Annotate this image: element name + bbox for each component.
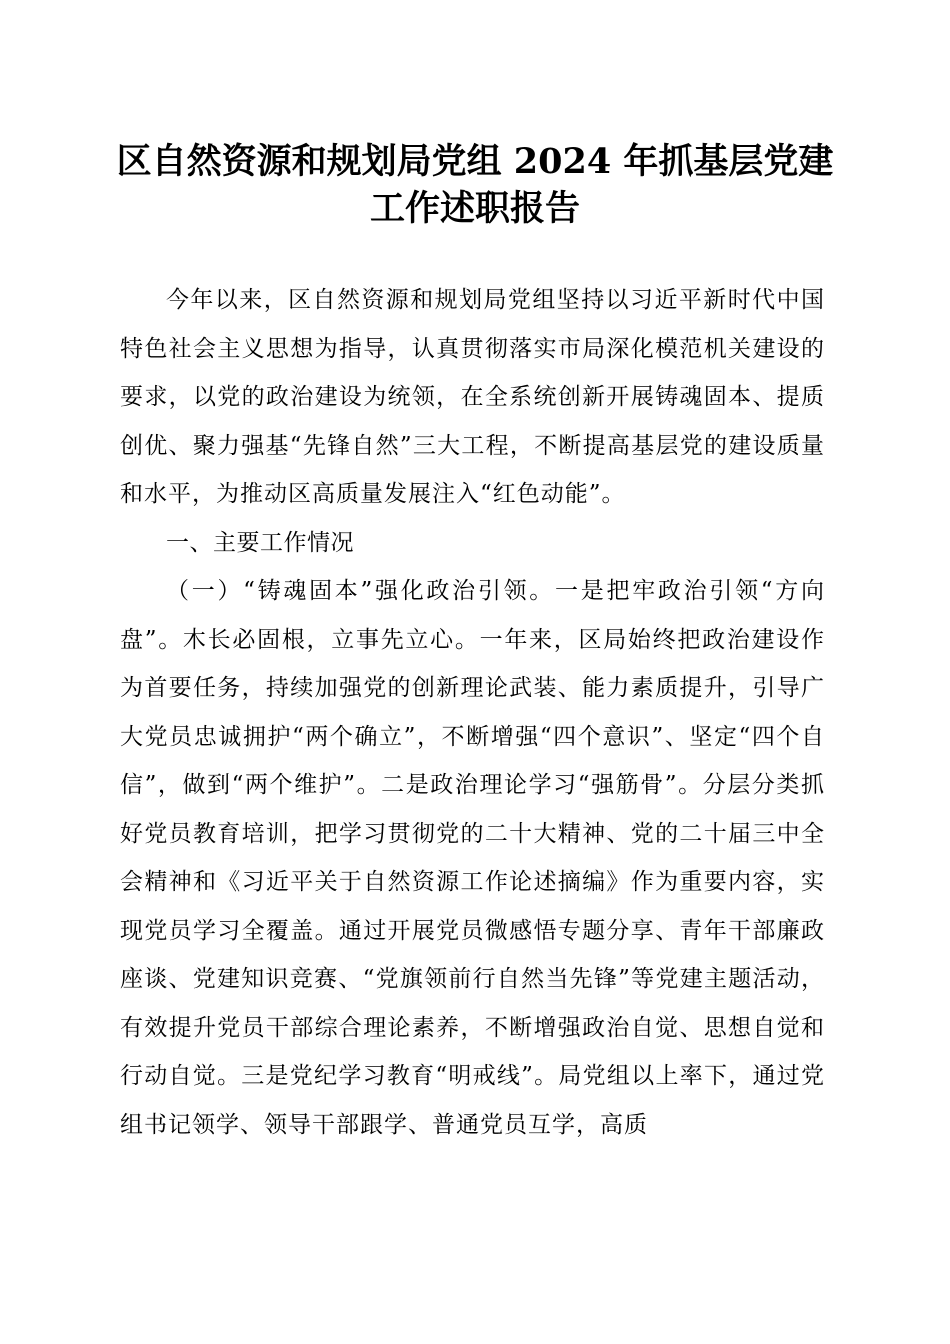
report-body [120,276,825,1149]
section-heading: 一、主要工作情况 [166,529,354,556]
report-title [60,138,890,232]
subsection-paragraph [120,567,825,1149]
subsection-body: 一是把牢政治引领“方向盘”。木长必固根，立事先立心。一年来，区局始终把政治建设作为首要任务，持续加强党的创新理论武装、能力素质提升，引导广大党员忠诚拥护“两个确立”，不断增强“四个意识”、坚定“四个自信”，做到“两个维护”。二是政治理论学习“强筋骨”。分层分类抓好党员教育培训，把学习贯彻党的二十大精神、党的二十届三中全会精神和《习近平关于自然资源工作论述摘编》作为重要内容，实现党员学习全覆盖。通过开展党员微感悟专题分享、青年干部廉政座谈、党建知识竞赛、“党旗领前行自然当先锋”等党建主题活动，有效提升党员干部综合理论素养，不断增强政治自觉、思想自觉和行动自觉。三是党纪学习教育“明戒线”。局党组以上率下，通过党组书记领学、领导干部跟学、普通党员互学，高质 [120,578,825,1138]
title-line-1: 区自然资源和规划局党组 2024 年抓基层党建 [116,141,834,182]
intro-paragraph: 今年以来，区自然资源和规划局党组坚持以习近平新时代中国特色社会主义思想为指导，认真贯彻落实市局深化模范机关建设的要求，以党的政治建设为统领，在全系统创新开展铸魂固本、提质创优、聚力强基“先锋自然”三大工程，不断提高基层党的建设质量和水平，为推动区高质量发展注入“红色动能”。 [120,287,825,507]
title-line-2: 工作述职报告 [369,188,580,229]
subsection-heading: （一）“铸魂固本”强化政治引领。 [166,578,556,604]
